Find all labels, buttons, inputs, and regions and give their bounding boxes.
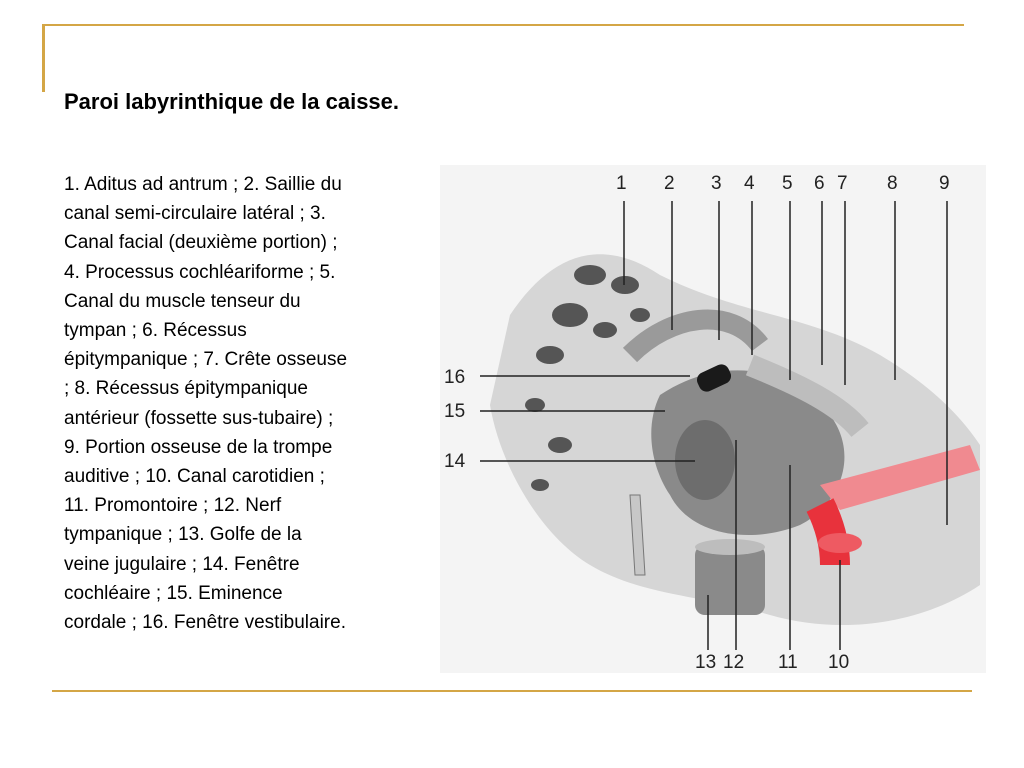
label-16: 16 <box>444 367 466 388</box>
cochlear-window <box>675 420 735 500</box>
label-12: 12 <box>723 652 745 673</box>
label-13: 13 <box>695 652 717 673</box>
label-11: 11 <box>778 652 798 673</box>
label-9: 9 <box>939 173 950 194</box>
label-15: 15 <box>444 401 466 422</box>
left-labels <box>444 367 466 472</box>
carotid-opening <box>818 533 862 553</box>
label-6: 6 <box>814 173 825 194</box>
anatomy-illustration <box>440 165 986 673</box>
label-3: 3 <box>711 173 722 194</box>
label-14: 14 <box>444 451 466 472</box>
label-1: 1 <box>616 173 627 194</box>
jugular-bulb <box>695 545 765 615</box>
anatomy-svg <box>440 165 986 673</box>
bottom-accent-line <box>52 690 972 692</box>
label-8: 8 <box>887 173 898 194</box>
slide-title: Paroi labyrinthique de la caisse. <box>64 89 400 114</box>
top-accent-line <box>44 24 964 26</box>
jugular-bulb-top <box>695 539 765 555</box>
label-7: 7 <box>837 173 848 194</box>
label-2: 2 <box>664 173 675 194</box>
legend-text: 1. Aditus ad antrum ; 2. Saillie du canal semi-circulaire latéral ; 3. Canal facial (deuxième portion) ; 4. Processus cochléariforme ; 5. Canal du muscle tenseur du tympan ; 6. Récessus épitympanique ; 7. Crête osseuse ; 8. Récessus épitympanique antérieur (fossette sus-tubaire) ; 9. Portion osseuse de la trompe auditive ; 10. Canal carotidien ; 11. Promontoire ; 12. Nerf tympanique ; 13. Golfe de la veine jugulaire ; 14. Fenêtre cochléaire ; 15. Eminence cordale ; 16. Fenêtre vestibulaire. <box>64 174 348 634</box>
label-5: 5 <box>782 173 793 194</box>
left-accent-line <box>42 24 45 92</box>
label-4: 4 <box>744 173 755 194</box>
label-10: 10 <box>828 652 850 673</box>
